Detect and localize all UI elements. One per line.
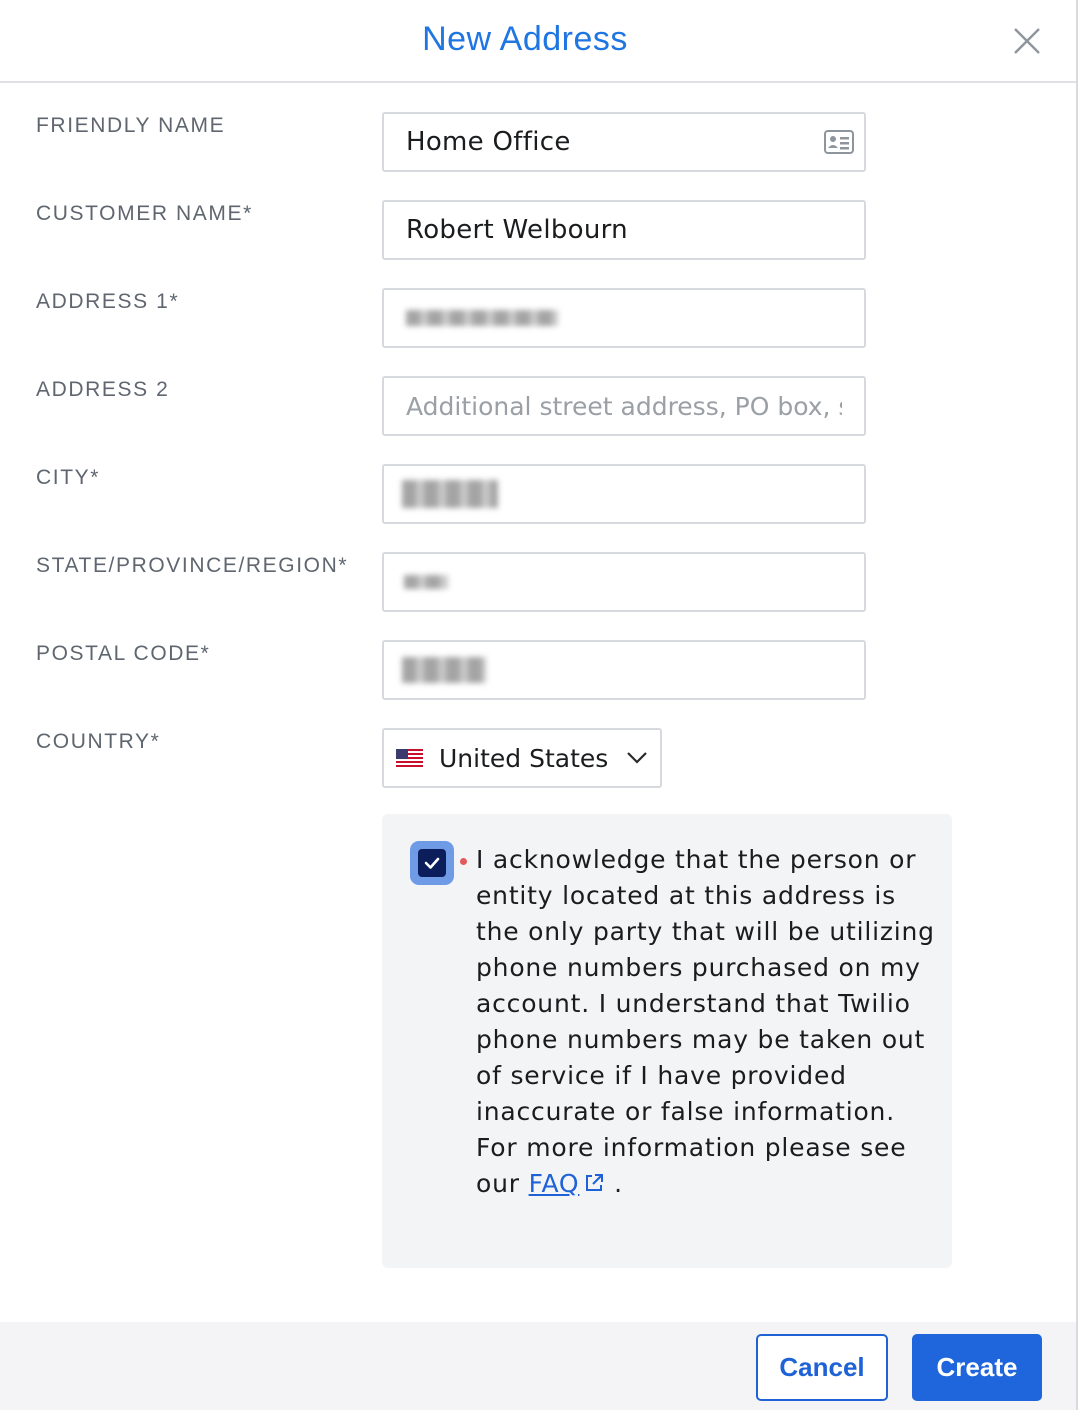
address2-input[interactable] [406, 392, 842, 421]
address2-field[interactable] [382, 376, 866, 436]
cancel-button[interactable]: Cancel [756, 1334, 888, 1401]
country-select[interactable] [382, 728, 662, 788]
acknowledgement-panel [382, 814, 952, 1268]
acknowledge-checkbox[interactable] [410, 841, 454, 885]
required-indicator [460, 858, 467, 865]
acknowledgement-body: I acknowledge that the person or entity located at this address is the only party that will be utilizing phone numbers purchased on my account. I understand that Twilio phone numbers may be taken out of service if I have provided inaccurate or false information. For more information please see our [476, 845, 935, 1198]
modal-title: New Address [422, 20, 628, 58]
modal-footer [0, 1322, 1076, 1410]
address1-label: ADDRESS 1* [36, 290, 180, 313]
us-flag-icon [396, 749, 423, 767]
city-field[interactable] [382, 464, 866, 524]
create-button[interactable]: Create [912, 1334, 1042, 1401]
postal-code-label: POSTAL CODE* [36, 642, 211, 665]
friendly-name-label: FRIENDLY NAME [36, 114, 226, 137]
checkbox-checked [418, 849, 446, 877]
external-link-icon[interactable] [583, 1168, 605, 1190]
customer-name-value: Robert Welbourn [406, 215, 628, 245]
friendly-name-value: Home Office [406, 127, 571, 157]
country-label: COUNTRY* [36, 730, 161, 753]
postal-code-field[interactable] [382, 640, 866, 700]
redacted-value [402, 480, 498, 508]
faq-link-label[interactable]: FAQ [528, 1169, 580, 1198]
faq-link[interactable] [529, 1169, 606, 1198]
address2-label: ADDRESS 2 [36, 378, 170, 401]
state-label: STATE/PROVINCE/REGION* [36, 554, 349, 577]
address1-field[interactable] [382, 288, 866, 348]
state-field[interactable] [382, 552, 866, 612]
city-label: CITY* [36, 466, 101, 489]
contact-card-icon[interactable] [824, 130, 854, 154]
customer-name-field[interactable] [382, 200, 866, 260]
modal-header [0, 0, 1076, 83]
redacted-value [402, 657, 486, 683]
acknowledgement-suffix: . [614, 1169, 623, 1198]
country-value: United States [439, 743, 609, 773]
redacted-value [406, 310, 558, 326]
redacted-value [404, 575, 448, 589]
friendly-name-field[interactable] [382, 112, 866, 172]
acknowledgement-text [476, 842, 936, 1202]
close-icon[interactable] [1008, 22, 1046, 60]
chevron-down-icon[interactable] [626, 751, 648, 765]
check-icon [418, 849, 446, 877]
customer-name-label: CUSTOMER NAME* [36, 202, 253, 225]
